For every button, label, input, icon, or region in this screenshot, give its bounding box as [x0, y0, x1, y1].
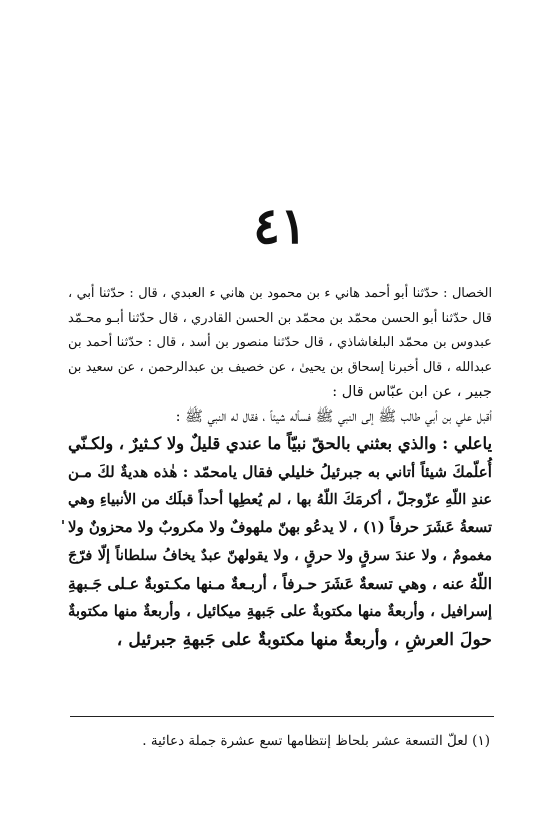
hadith-line-1: ياعلي : والذي بعثني بالحقّ نبيّاً ما عندي قليلٌ ولا كـثيرٌ ، ولكـنّي	[68, 434, 492, 453]
chain-line-1: الخصال : حدّثنا أبو أحمد هاني ء بن محمود بن هاني ء العبدي ، قال : حدّثنا أبي ،	[68, 286, 492, 301]
chain-line-3: عبدوس بن محمّد البلغاشاذي ، قال حدّثنا منصور بن أسد ، قال : حدّثنا أحمد بن	[68, 335, 492, 350]
hadith-number: ٤١	[253, 196, 307, 255]
hadith-line-6: اللّهُ عنه ، وهي تسعةٌ عَشَرَ حـرفاً ، أربـعةٌ مـنها مكـتوبةٌ عـلى جَـبهةِ	[67, 575, 492, 593]
hadith-line-3: عندِ اللّهِ عزّوجلّ ، أكرمَكَ اللّهُ بها ، لم يُعطِها أحداً قبلَك من الأنبياءِ وهي	[68, 491, 492, 508]
hadith-text	[68, 404, 492, 654]
chain-line-4: عبدالله ، قال أخبرنا إسحاق بن يحيىٰ ، عن خصيف بن عبدالرحمن ، عن سعيد بن	[68, 359, 492, 375]
hadith-line-4: تسعةُ عَشَرَ حرفاً (١) ، لا يدعُو بهنّ ملهوفٌ ولا مكروبٌ ولا محزونٌ ولا	[68, 519, 492, 536]
hadith-intro-line: أقبل علي بن أبي طالب ﷺ إلى النبي ﷺ فسأله شيئاً ، فقال له النبي ﷺ :	[175, 408, 492, 425]
hadith-line-8: حولَ العرشِ ، وأربعةٌ منها مكتوبةٌ على جَبهةِ جبرئيل ،	[116, 630, 492, 650]
hadith-line-7: إسرافيل ، وأربعةٌ منها مكتوبةٌ على جَبهةِ ميكائيل ، وأربعةٌ منها مكتوبةٌ	[68, 603, 492, 620]
hadith-line-5: مغمومٌ ، ولا عندَ سرقٍ ولا حرقٍ ، ولا يقولهنّ عبدٌ يخافُ سلطاناً إلّا فرّجَ	[68, 547, 492, 564]
footnote-divider	[70, 716, 494, 717]
margin-mark	[62, 520, 64, 524]
hadith-line-2: أُعلّمكَ شيئاً أتاني به جبرئيلُ خليلي فقال يامحمّد : هٰذه هديةٌ لكَ مـن	[68, 463, 492, 481]
footnote: (١) لعلّ التسعة عشر بلحاظ إنتظامها تسع عشرة جملة دعائية .	[142, 733, 490, 749]
chain-of-narration	[68, 282, 492, 405]
chain-line-5: جبير ، عن ابن عبّاس قال :	[332, 383, 492, 400]
chain-line-2: قال حدّثنا أبو الحسن محمّد بن محمّد بن الحسن القادري ، قال حدّثنا أبـو محـمّد	[68, 310, 492, 326]
